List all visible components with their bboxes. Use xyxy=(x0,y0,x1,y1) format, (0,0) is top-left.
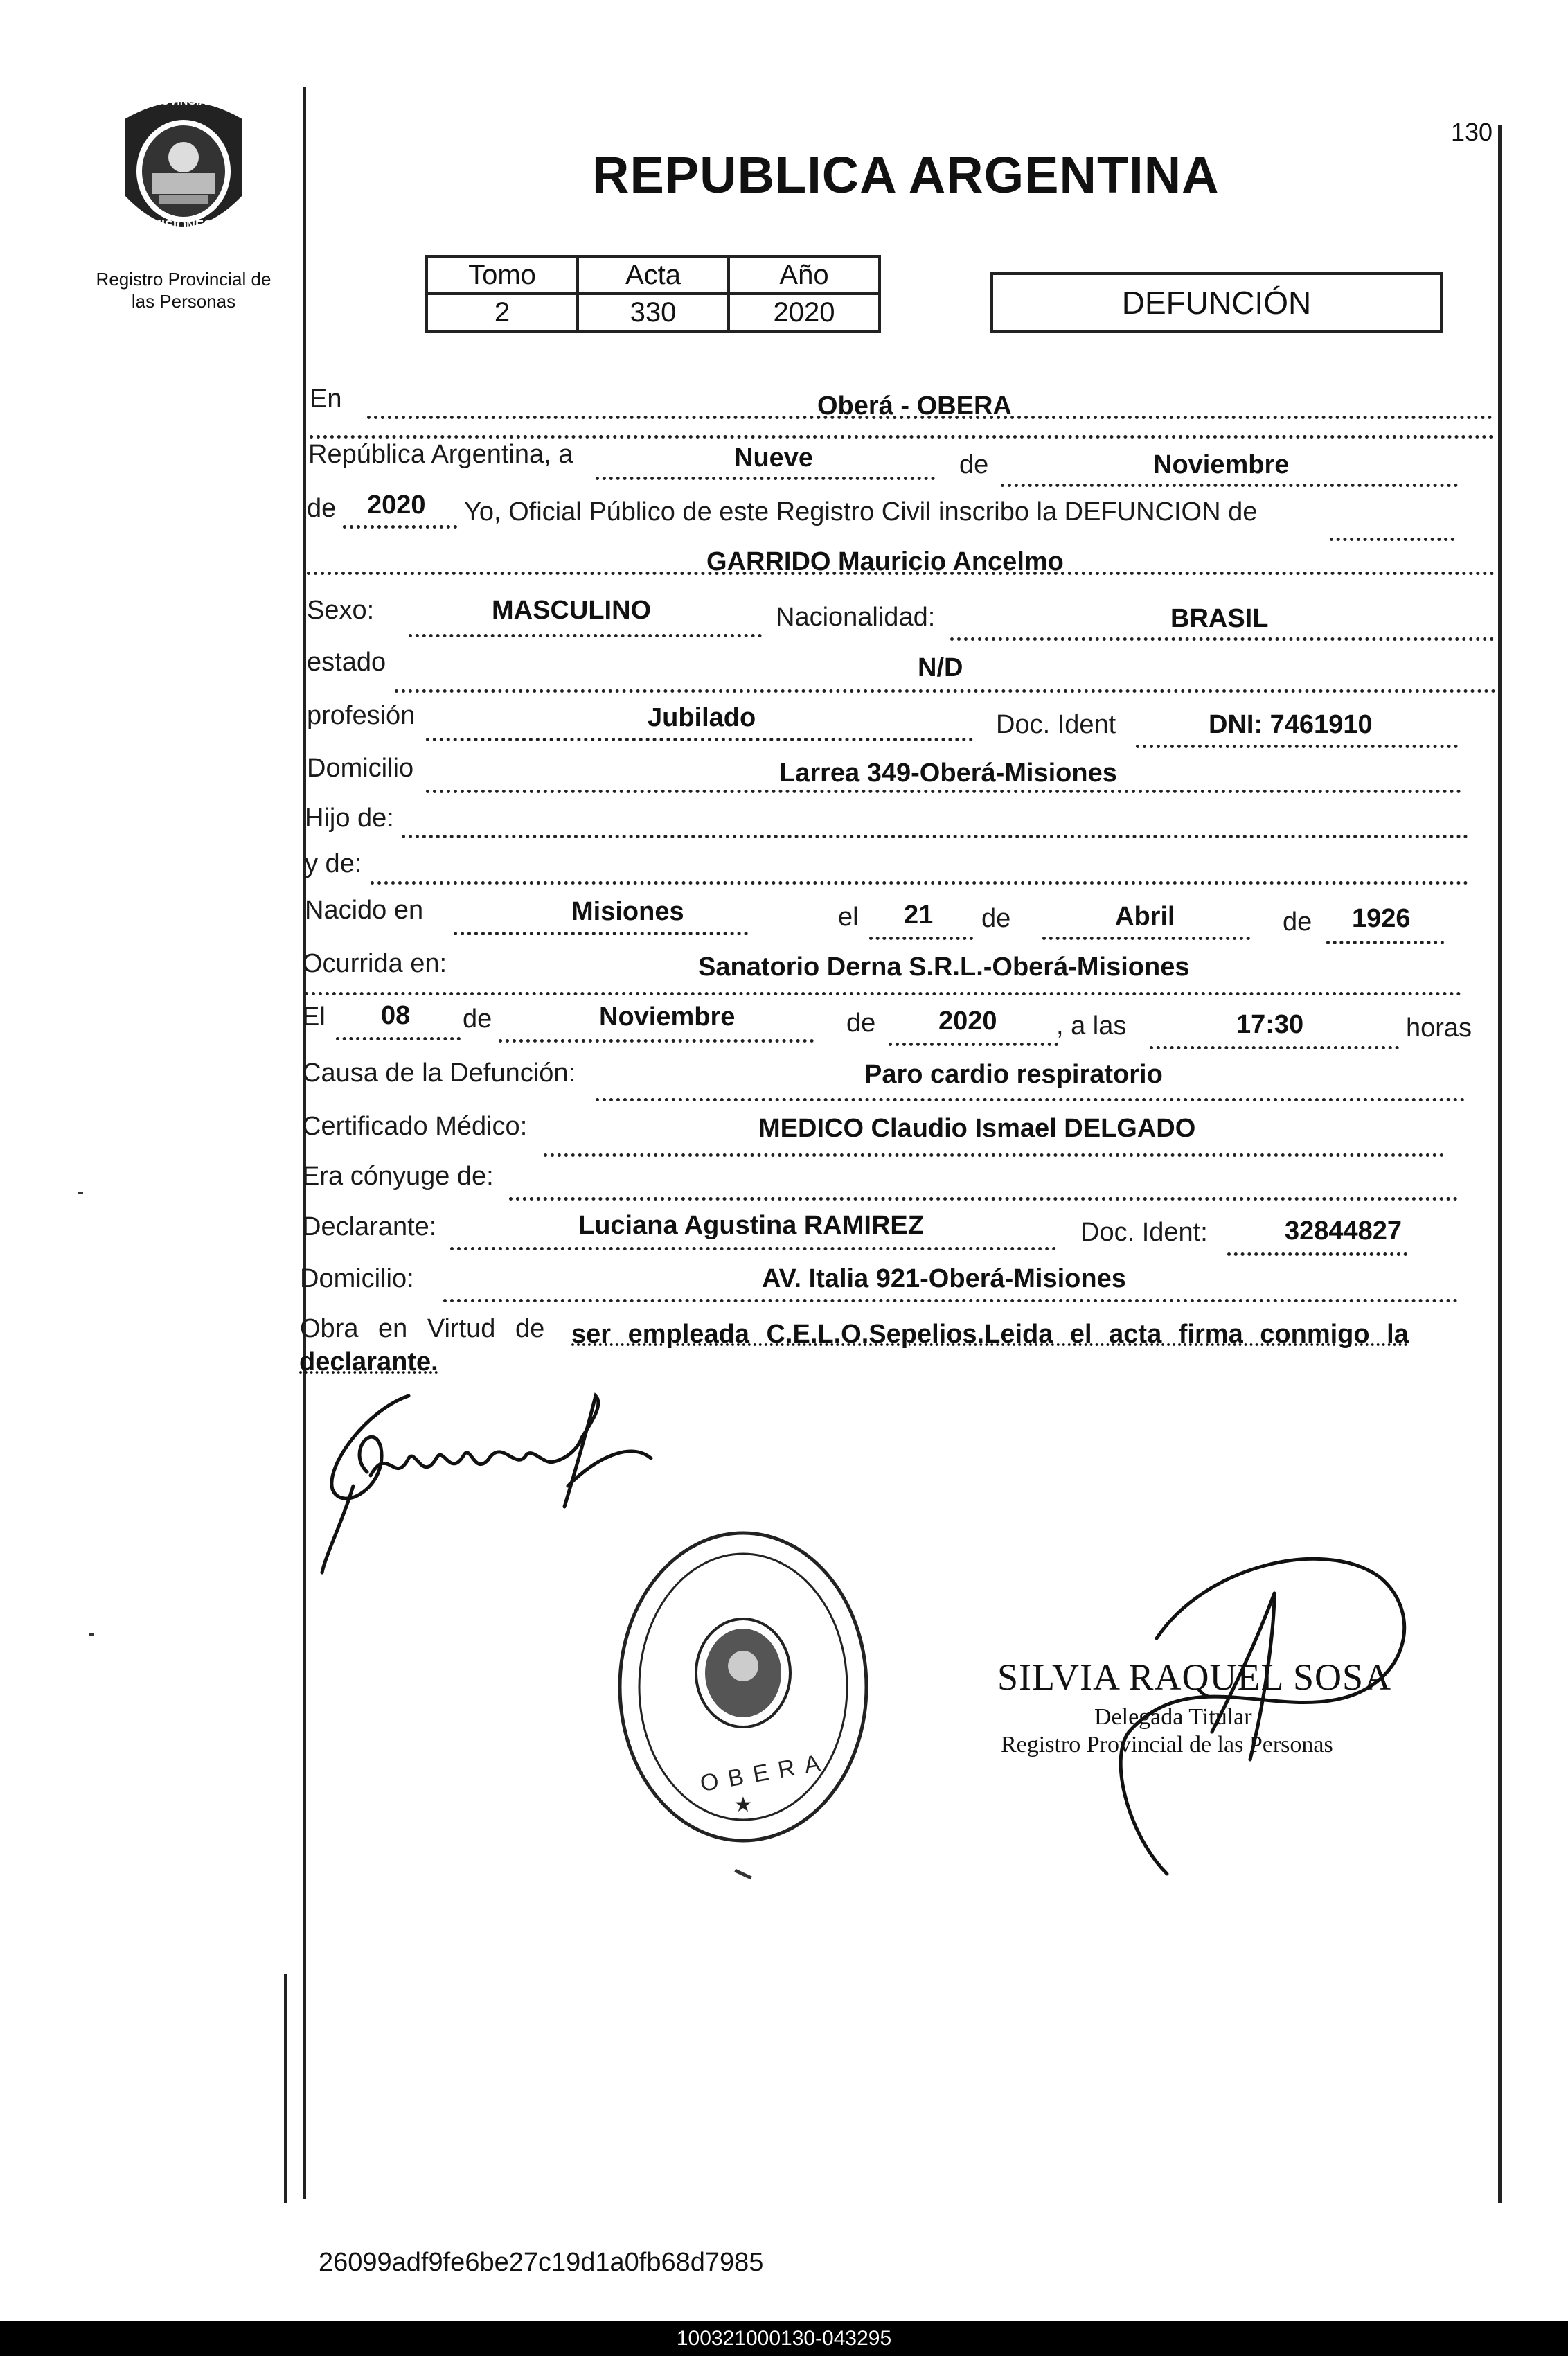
official-seal xyxy=(615,1527,871,1846)
label-obra: Obra en Virtud de xyxy=(300,1314,545,1343)
label-de-3: de xyxy=(981,904,1011,933)
value-causa: Paro cardio respiratorio xyxy=(864,1060,1163,1089)
dots-nacionalidad xyxy=(950,637,1494,641)
seal-bottom-text: OBERA xyxy=(698,1748,832,1798)
dots-declarante-doc xyxy=(1227,1252,1407,1256)
table-header-tomo: Tomo xyxy=(427,256,578,294)
dots-mes xyxy=(1001,484,1458,487)
dots-oficial xyxy=(1330,538,1454,541)
label-a-las: , a las xyxy=(1056,1011,1127,1040)
registry-label-line1: Registro Provincial de xyxy=(96,269,271,290)
dots-declarante xyxy=(450,1247,1056,1250)
label-declarante: Declarante: xyxy=(302,1212,437,1241)
table-header-anio: Año xyxy=(729,256,880,294)
value-profesion: Jubilado xyxy=(648,703,756,732)
value-fallec-mes: Noviembre xyxy=(599,1002,736,1031)
barcode-text: 100321000130-043295 xyxy=(676,2327,892,2350)
value-dni: DNI: 7461910 xyxy=(1209,710,1373,739)
value-nacido-en: Misiones xyxy=(571,897,684,926)
dots-profesion xyxy=(426,738,973,741)
dots-en-2 xyxy=(310,435,1494,439)
label-sexo: Sexo: xyxy=(307,596,375,625)
label-estado: estado xyxy=(307,648,386,677)
label-domicilio: Domicilio xyxy=(307,754,414,783)
dots-nacido-dia xyxy=(869,937,973,940)
label-nacido-en: Nacido en xyxy=(305,896,424,925)
value-nacido-mes: Abril xyxy=(1115,902,1175,931)
dots-fallec-hora xyxy=(1150,1046,1399,1049)
page-title: REPUBLICA ARGENTINA xyxy=(592,146,1220,204)
value-declarante-doc: 32844827 xyxy=(1285,1216,1402,1246)
registry-label-line2: las Personas xyxy=(131,291,236,312)
table-value-tomo: 2 xyxy=(427,294,578,331)
left-margin-rule-lower xyxy=(284,1974,287,2203)
label-el: el xyxy=(838,903,859,932)
official-title: Delegada Titular xyxy=(1094,1704,1252,1730)
page-number: 130 xyxy=(1451,118,1493,146)
svg-text:★: ★ xyxy=(733,1793,753,1817)
dots-nacido-en xyxy=(454,932,748,935)
label-doc-ident-2: Doc. Ident: xyxy=(1080,1218,1208,1247)
dots-y-de xyxy=(371,881,1468,885)
label-el-cap: El xyxy=(302,1002,326,1031)
label-profesion: profesión xyxy=(307,701,416,730)
dots-hijo-de xyxy=(402,835,1468,838)
logo-caption-bottom: MISIONES xyxy=(151,218,213,232)
volume-table xyxy=(425,255,881,333)
label-horas: horas xyxy=(1406,1013,1472,1043)
label-causa: Causa de la Defunción: xyxy=(302,1059,576,1088)
dots-certificado xyxy=(544,1153,1444,1157)
scan-speck-3 xyxy=(734,1869,752,1880)
table-value-anio: 2020 xyxy=(729,294,880,331)
dots-dia xyxy=(596,477,935,480)
label-conyuge: Era cónyuge de: xyxy=(302,1162,494,1191)
official-name: SILVIA RAQUEL SOSA xyxy=(997,1656,1392,1698)
value-fallec-dia: 08 xyxy=(381,1001,411,1030)
logo-caption-top: PROVINCIA DE xyxy=(145,96,225,107)
dots-domicilio xyxy=(426,790,1461,793)
value-declarante: Luciana Agustina RAMIREZ xyxy=(578,1211,924,1240)
dots-causa xyxy=(596,1098,1465,1101)
value-mes-inscripcion: Noviembre xyxy=(1153,450,1290,479)
dots-fallec-anio xyxy=(889,1043,1058,1046)
value-dia-inscripcion: Nueve xyxy=(734,443,814,472)
label-de-6: de xyxy=(846,1009,876,1038)
label-doc-ident: Doc. Ident xyxy=(996,710,1116,739)
label-nacionalidad: Nacionalidad: xyxy=(776,603,936,632)
doc-type-label: DEFUNCIÓN xyxy=(1121,285,1312,321)
dots-domicilio-2 xyxy=(443,1299,1458,1302)
label-de-5: de xyxy=(463,1004,492,1034)
value-declarante-domicilio: AV. Italia 921-Oberá-Misiones xyxy=(762,1264,1126,1293)
dots-nacido-mes xyxy=(1042,937,1250,940)
value-domicilio: Larrea 349-Oberá-Misiones xyxy=(779,759,1117,788)
value-nacionalidad: BRASIL xyxy=(1170,604,1269,633)
official-office: Registro Provincial de las Personas xyxy=(1001,1732,1333,1757)
left-margin-rule xyxy=(303,87,306,2199)
label-domicilio-2: Domicilio: xyxy=(300,1264,414,1293)
dots-fallec-mes xyxy=(499,1039,814,1043)
label-de-4: de xyxy=(1283,907,1312,937)
label-en: En xyxy=(310,384,342,414)
dots-dni xyxy=(1136,745,1458,748)
doc-type-box xyxy=(990,272,1443,333)
scan-speck xyxy=(78,1192,83,1194)
value-estado: N/D xyxy=(918,653,963,682)
table-header-acta: Acta xyxy=(578,256,729,294)
value-obra-line1: ser empleada C.E.L.O.Sepelios.Leida el acta firma conmigo la xyxy=(571,1320,1409,1349)
label-oficial: Yo, Oficial Público de este Registro Civil inscribo la DEFUNCION de xyxy=(464,497,1258,526)
value-anio-inscripcion: 2020 xyxy=(367,490,426,520)
label-de-1: de xyxy=(959,450,989,479)
table-value-acta: 330 xyxy=(578,294,729,331)
dots-anio xyxy=(343,525,457,529)
value-sexo: MASCULINO xyxy=(492,596,652,625)
scan-speck-2 xyxy=(89,1633,94,1636)
barcode-strip xyxy=(0,2321,1568,2356)
value-ocurrida-en: Sanatorio Derna S.R.L.-Oberá-Misiones xyxy=(698,953,1190,982)
dots-conyuge xyxy=(509,1197,1458,1201)
right-margin-rule xyxy=(1498,125,1502,2203)
dots-nacido-anio xyxy=(1326,941,1444,944)
label-republica: República Argentina, a xyxy=(308,440,573,469)
value-fallec-hora: 17:30 xyxy=(1236,1010,1304,1039)
label-hijo-de: Hijo de: xyxy=(305,804,394,833)
value-fallec-anio: 2020 xyxy=(938,1007,997,1036)
value-certificado: MEDICO Claudio Ismael DELGADO xyxy=(758,1114,1196,1143)
value-obra-line2: declarante. xyxy=(299,1347,438,1376)
value-nacido-dia: 21 xyxy=(904,901,934,930)
label-certificado: Certificado Médico: xyxy=(302,1112,528,1141)
dots-ocurrida xyxy=(305,992,1461,995)
value-nombre-fallecido: GARRIDO Mauricio Ancelmo xyxy=(706,547,1064,576)
value-nacido-anio: 1926 xyxy=(1352,904,1411,933)
dots-estado xyxy=(395,689,1496,693)
dots-sexo xyxy=(409,634,762,637)
value-lugar: Oberá - OBERA xyxy=(817,391,1012,420)
label-ocurrida-en: Ocurrida en: xyxy=(302,949,447,978)
dots-fallec-dia xyxy=(336,1037,461,1040)
label-y-de: y de: xyxy=(305,849,362,878)
label-de-2: de xyxy=(307,494,337,523)
document-hash: 26099adf9fe6be27c19d1a0fb68d7985 xyxy=(319,2248,764,2277)
